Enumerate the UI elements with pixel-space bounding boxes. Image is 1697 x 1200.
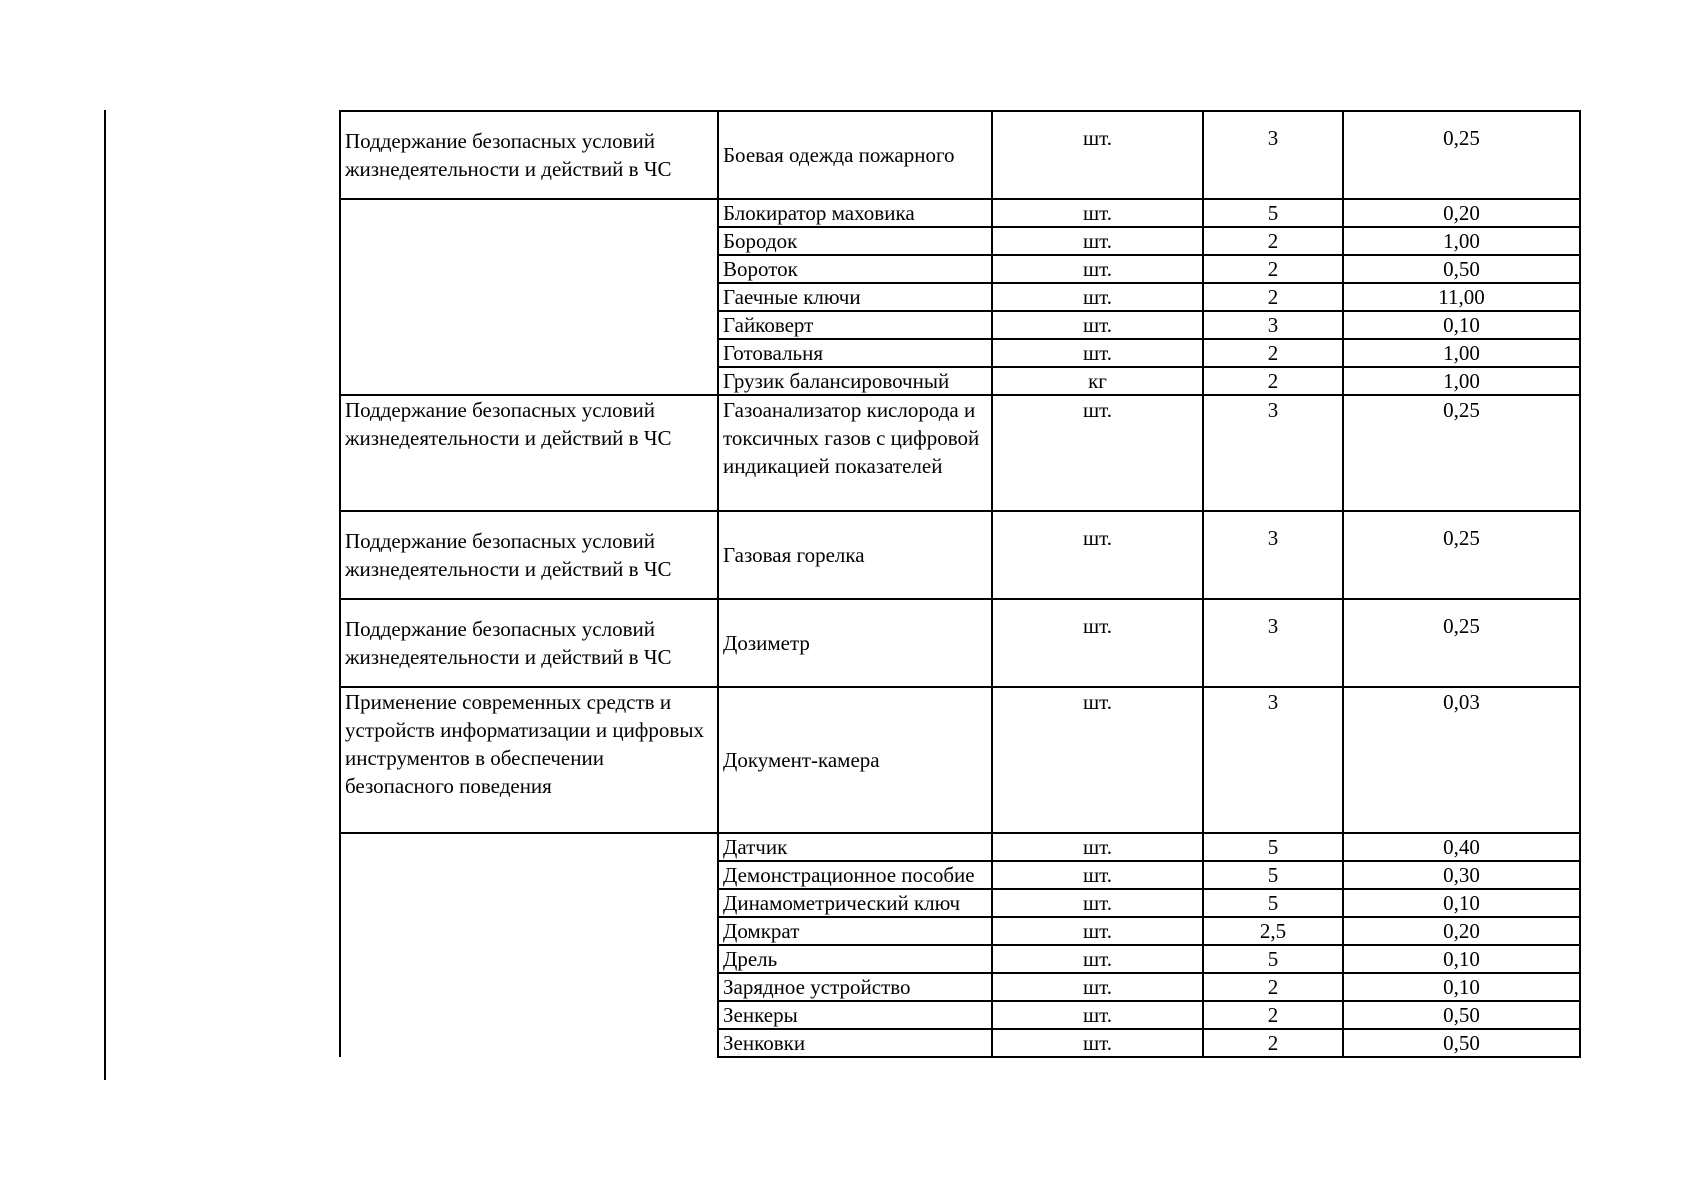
coef-cell: 1,00 <box>1343 339 1580 367</box>
table-row <box>340 111 1580 199</box>
coef-cell <box>1343 599 1580 687</box>
coef-cell: 0,25 <box>1343 395 1580 511</box>
purpose-cell: Поддержание безопасных условий жизнедеятельности и действий в ЧС <box>340 111 718 199</box>
unit-value: шт. <box>1082 614 1113 638</box>
coef-cell: 0,03 <box>1343 687 1580 833</box>
item-name-cell: Дозиметр <box>718 599 992 687</box>
coef-value: 0,25 <box>1443 126 1480 150</box>
item-name-cell: Газоанализатор кислорода и токсичных газов с цифровой индикацией показателей <box>718 395 992 511</box>
coef-cell: 0,20 <box>1343 199 1580 227</box>
table-row <box>340 511 1580 599</box>
unit-cell: шт. <box>992 889 1203 917</box>
coef-cell: 11,00 <box>1343 283 1580 311</box>
left-margin-rule <box>104 110 106 1080</box>
unit-cell <box>992 511 1203 599</box>
item-name-cell: Гаечные ключи <box>718 283 992 311</box>
item-name-cell: Готовальня <box>718 339 992 367</box>
qty-cell <box>1203 599 1343 687</box>
coef-cell: 0,50 <box>1343 1029 1580 1057</box>
purpose-cell: Применение современных средств и устройств информатизации и цифровых инструментов в обеспечении безопасного поведения <box>340 687 718 833</box>
purpose-cell-empty <box>340 833 718 1057</box>
unit-cell: шт. <box>992 833 1203 861</box>
item-name-cell: Зарядное устройство <box>718 973 992 1001</box>
qty-value: 3 <box>1267 526 1279 550</box>
qty-cell <box>1203 111 1343 199</box>
item-name-cell: Зенкеры <box>718 1001 992 1029</box>
purpose-cell: Поддержание безопасных условий жизнедеятельности и действий в ЧС <box>340 395 718 511</box>
coef-value: 0,25 <box>1443 614 1480 638</box>
qty-cell <box>1203 511 1343 599</box>
qty-cell: 2 <box>1203 283 1343 311</box>
qty-cell: 2,5 <box>1203 917 1343 945</box>
coef-cell: 0,30 <box>1343 861 1580 889</box>
qty-cell: 2 <box>1203 227 1343 255</box>
item-name-cell: Боевая одежда пожарного <box>718 111 992 199</box>
unit-cell: шт. <box>992 339 1203 367</box>
qty-cell: 5 <box>1203 889 1343 917</box>
unit-cell: шт. <box>992 199 1203 227</box>
unit-cell: шт. <box>992 945 1203 973</box>
item-name-cell: Демонстрационное пособие <box>718 861 992 889</box>
coef-cell: 0,20 <box>1343 917 1580 945</box>
purpose-cell-empty <box>340 199 718 395</box>
unit-cell: шт. <box>992 917 1203 945</box>
unit-cell <box>992 111 1203 199</box>
coef-cell: 0,40 <box>1343 833 1580 861</box>
coef-cell: 0,10 <box>1343 889 1580 917</box>
item-name-cell: Документ-камера <box>718 687 992 833</box>
unit-cell: шт. <box>992 1001 1203 1029</box>
qty-value: 3 <box>1267 126 1279 150</box>
item-name-cell: Дрель <box>718 945 992 973</box>
qty-cell: 2 <box>1203 339 1343 367</box>
item-name-cell: Зенковки <box>718 1029 992 1057</box>
item-name-cell: Датчик <box>718 833 992 861</box>
table-row <box>340 199 1580 227</box>
item-name-cell: Бородок <box>718 227 992 255</box>
qty-cell: 5 <box>1203 861 1343 889</box>
unit-cell: кг <box>992 367 1203 395</box>
coef-cell: 0,50 <box>1343 1001 1580 1029</box>
table-row <box>340 833 1580 861</box>
unit-cell: шт. <box>992 227 1203 255</box>
qty-cell: 3 <box>1203 395 1343 511</box>
table-row <box>340 687 1580 833</box>
qty-cell: 5 <box>1203 833 1343 861</box>
unit-cell: шт. <box>992 973 1203 1001</box>
unit-cell <box>992 599 1203 687</box>
qty-cell: 2 <box>1203 1029 1343 1057</box>
qty-value: 3 <box>1267 614 1279 638</box>
equipment-table <box>339 110 1581 1058</box>
coef-value: 0,25 <box>1443 526 1480 550</box>
qty-cell: 3 <box>1203 687 1343 833</box>
item-name-cell: Домкрат <box>718 917 992 945</box>
item-name-cell: Грузик балансировочный <box>718 367 992 395</box>
qty-cell: 3 <box>1203 311 1343 339</box>
qty-cell: 2 <box>1203 1001 1343 1029</box>
coef-cell: 1,00 <box>1343 367 1580 395</box>
item-name-cell: Блокиратор маховика <box>718 199 992 227</box>
coef-cell: 0,10 <box>1343 973 1580 1001</box>
qty-cell: 2 <box>1203 255 1343 283</box>
item-name-cell: Вороток <box>718 255 992 283</box>
coef-cell: 0,50 <box>1343 255 1580 283</box>
coef-cell <box>1343 511 1580 599</box>
qty-cell: 2 <box>1203 973 1343 1001</box>
table-row <box>340 395 1580 511</box>
purpose-cell: Поддержание безопасных условий жизнедеятельности и действий в ЧС <box>340 599 718 687</box>
unit-cell: шт. <box>992 283 1203 311</box>
qty-cell: 5 <box>1203 945 1343 973</box>
qty-cell: 5 <box>1203 199 1343 227</box>
qty-cell: 2 <box>1203 367 1343 395</box>
coef-cell: 1,00 <box>1343 227 1580 255</box>
coef-cell: 0,10 <box>1343 945 1580 973</box>
item-name-cell: Гайковерт <box>718 311 992 339</box>
unit-cell: шт. <box>992 687 1203 833</box>
coef-cell: 0,10 <box>1343 311 1580 339</box>
item-name-cell: Газовая горелка <box>718 511 992 599</box>
unit-value: шт. <box>1082 126 1113 150</box>
unit-cell: шт. <box>992 395 1203 511</box>
purpose-cell: Поддержание безопасных условий жизнедеятельности и действий в ЧС <box>340 511 718 599</box>
coef-cell <box>1343 111 1580 199</box>
unit-cell: шт. <box>992 255 1203 283</box>
unit-cell: шт. <box>992 861 1203 889</box>
table-row <box>340 599 1580 687</box>
unit-cell: шт. <box>992 1029 1203 1057</box>
unit-value: шт. <box>1082 526 1113 550</box>
unit-cell: шт. <box>992 311 1203 339</box>
item-name-cell: Динамометрический ключ <box>718 889 992 917</box>
